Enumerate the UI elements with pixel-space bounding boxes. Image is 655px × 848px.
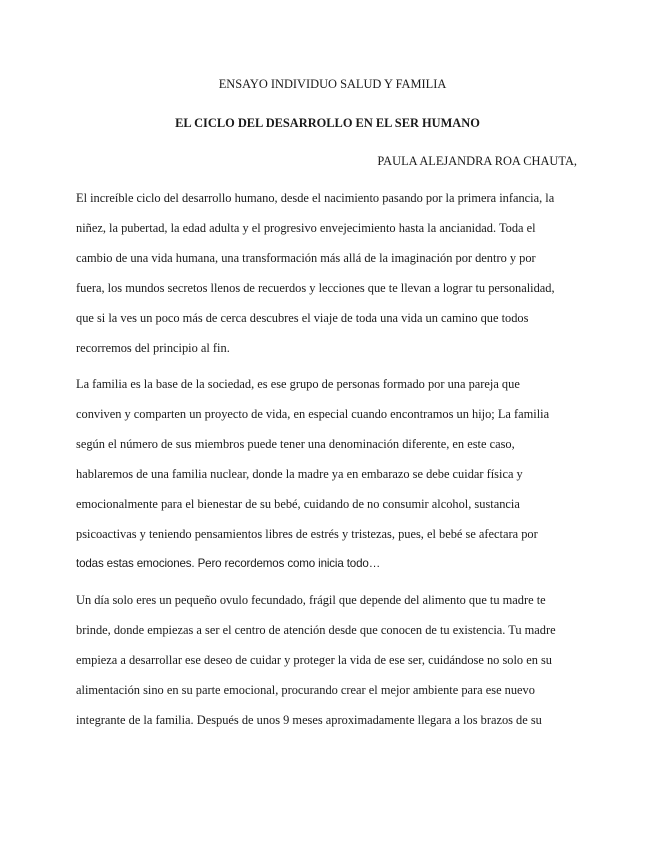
paragraph-line: cambio de una vida humana, una transformación más allá de la imaginación por dentro y por: [76, 251, 536, 265]
paragraph-line: recorremos del principio al fin.: [76, 341, 230, 355]
author-name: PAULA ALEJANDRA ROA CHAUTA,: [377, 154, 577, 168]
paragraph-line: emocionalmente para el bienestar de su bebé, cuidando de no consumir alcohol, sustancia: [76, 497, 520, 511]
paragraph-line: todas estas emociones. Pero recordemos como inicia todo…: [76, 557, 381, 570]
paragraph-line: alimentación sino en su parte emocional, procurando crear el mejor ambiente para ese nuevo: [76, 683, 535, 697]
paragraph-line: fuera, los mundos secretos llenos de recuerdos y lecciones que te llevan a lograr tu personalidad,: [76, 281, 555, 295]
paragraph-line: integrante de la familia. Después de unos 9 meses aproximadamente llegara a los brazos de su: [76, 713, 542, 727]
document-title: ENSAYO INDIVIDUO SALUD Y FAMILIA: [218, 77, 447, 91]
paragraph-line: hablaremos de una familia nuclear, donde la madre ya en embarazo se debe cuidar física y: [76, 467, 523, 481]
paragraph-line: El increíble ciclo del desarrollo humano, desde el nacimiento pasando por la primera infancia, la: [76, 191, 555, 205]
paragraph-line: niñez, la pubertad, la edad adulta y el progresivo envejecimiento hasta la ancianidad. Toda el: [76, 221, 536, 235]
paragraph-line: que si la ves un poco más de cerca descubres el viaje de toda una vida un camino que todos: [76, 311, 529, 325]
paragraph-line: empieza a desarrollar ese deseo de cuidar y proteger la vida de ese ser, cuidándose no solo en su: [76, 653, 553, 667]
paragraph-line: según el número de sus miembros puede tener una denominación diferente, en este caso,: [76, 437, 515, 451]
paragraph-line: La familia es la base de la sociedad, es ese grupo de personas formado por una pareja que: [76, 377, 520, 391]
paragraph-line: brinde, donde empiezas a ser el centro de atención desde que conocen de tu existencia. Tu madre: [76, 623, 556, 637]
paragraph-line: Un día solo eres un pequeño ovulo fecundado, frágil que depende del alimento que tu madre te: [76, 593, 546, 607]
document-subtitle: EL CICLO DEL DESARROLLO EN EL SER HUMANO: [175, 116, 480, 130]
paragraph-line: psicoactivas y teniendo pensamientos libres de estrés y tristezas, pues, el bebé se afectara por: [76, 527, 538, 541]
paragraph-line: conviven y comparten un proyecto de vida, en especial cuando encontramos un hijo; La familia: [76, 407, 550, 421]
